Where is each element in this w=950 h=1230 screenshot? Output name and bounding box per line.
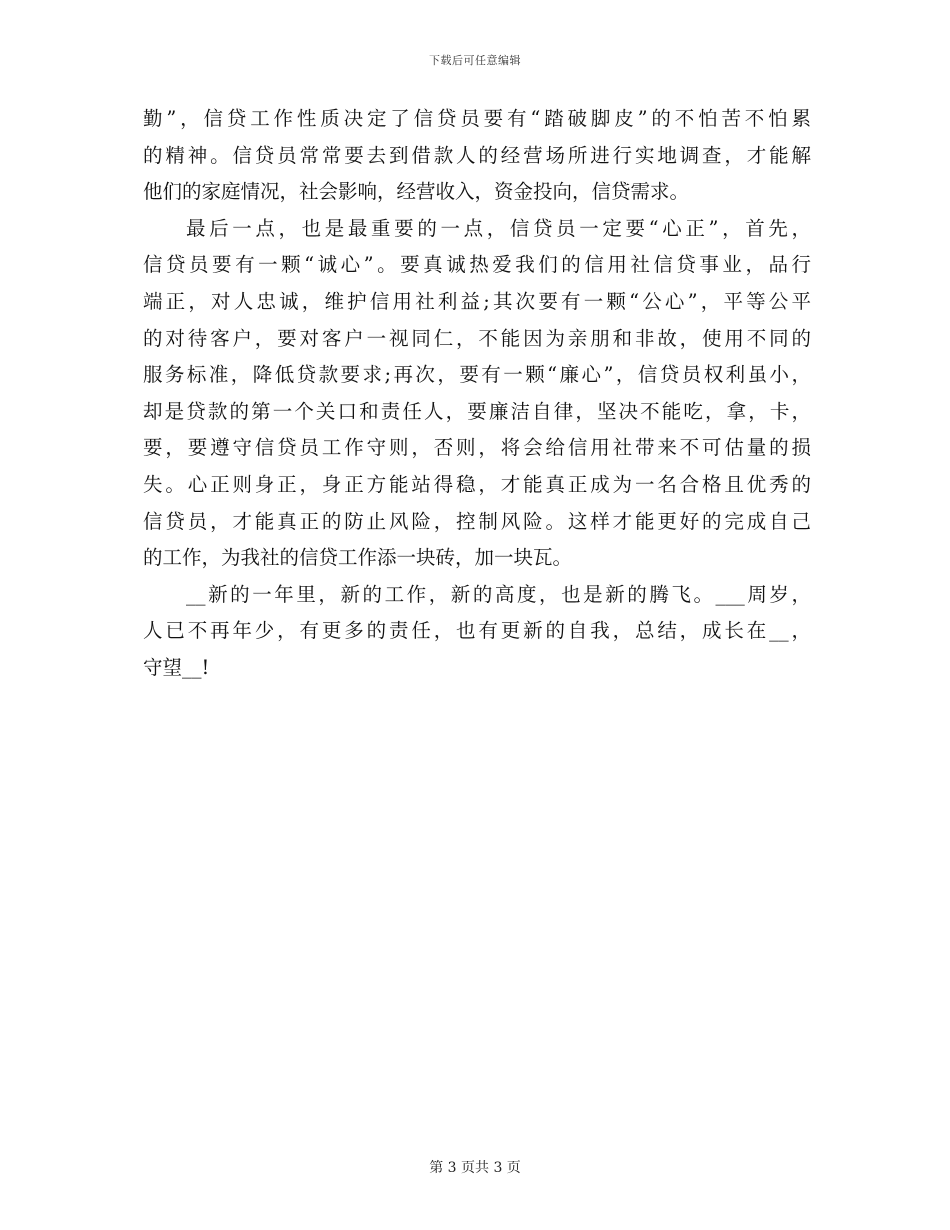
text-line: 的对待客户，要对客户一视同仁，不能因为亲朋和非故，使用不同的 (143, 326, 811, 350)
text-line: 要，要遵守信贷员工作守则，否则，将会给信用社带来不可估量的损 (143, 436, 811, 460)
text-line: 却是贷款的第一个关口和责任人，要廉洁自律，坚决不能吃，拿，卡， (143, 399, 811, 423)
text-line: 的精神。信贷员常常要去到借款人的经营场所进行实地调查，才能解 (143, 143, 811, 167)
page-footer: 第 3 页共 3 页 (429, 1160, 521, 1176)
text-line: __新的一年里，新的工作，新的高度，也是新的腾飞。___周岁， (186, 582, 811, 606)
text-line: 信贷员要有一颗“诚心”。要真诚热爱我们的信用社信贷事业，品行 (143, 253, 811, 277)
text-line: 服务标准，降低贷款要求;再次，要有一颗“廉心”，信贷员权利虽小， (143, 363, 811, 387)
document-body (143, 101, 811, 687)
text-line: 信贷员，才能真正的防止风险，控制风险。这样才能更好的完成自己 (143, 509, 811, 533)
text-line: 守望__! (143, 655, 210, 679)
text-line: 端正，对人忠诚，维护信用社利益;其次要有一颗“公心”，平等公平 (143, 289, 811, 313)
text-line: 的工作，为我社的信贷工作添一块砖，加一块瓦。 (143, 546, 573, 570)
text-line: 失。心正则身正，身正方能站得稳，才能真正成为一名合格且优秀的 (143, 472, 811, 496)
text-line: 最后一点，也是最重要的一点，信贷员一定要“心正”，首先， (186, 216, 811, 240)
text-line: 勤”，信贷工作性质决定了信贷员要有“踏破脚皮”的不怕苦不怕累 (143, 107, 811, 130)
text-line: 他们的家庭情况，社会影响，经营收入，资金投向，信贷需求。 (143, 180, 690, 204)
text-line: 人已不再年少，有更多的责任，也有更新的自我，总结，成长在__， (143, 619, 811, 643)
page-header: 下载后可任意编辑 (429, 54, 521, 67)
